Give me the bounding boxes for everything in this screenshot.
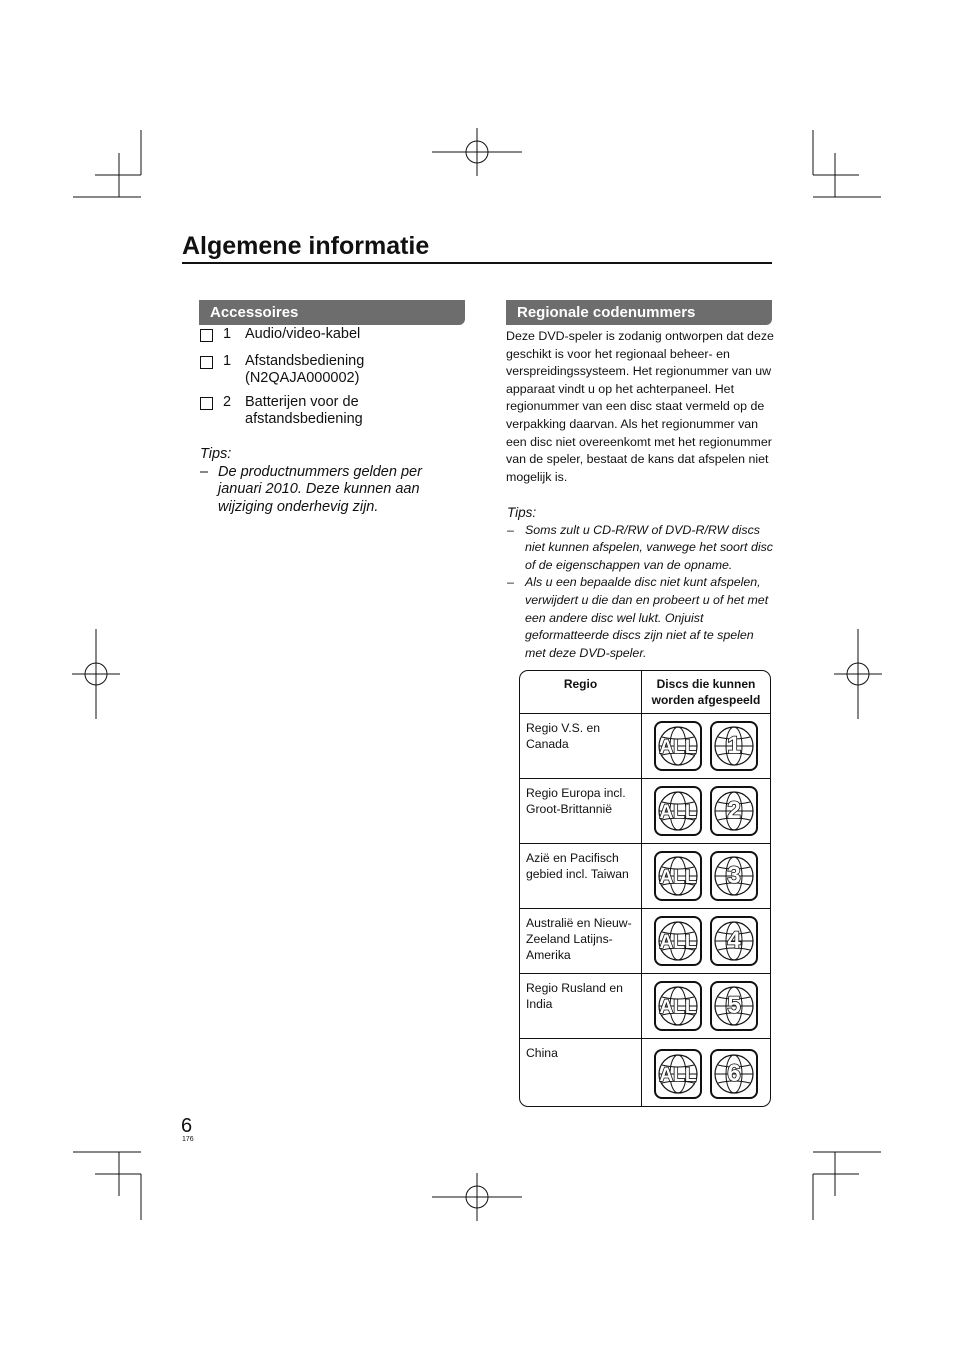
checkbox-icon [200, 356, 213, 369]
region-all-icon [654, 786, 702, 836]
region-1-icon [710, 721, 758, 771]
region-mark-label: 6 [727, 1060, 741, 1087]
page-number: 6 [181, 1115, 193, 1137]
region-name: Australië en Nieuw-Zeeland Latijns-Amerika [520, 909, 642, 973]
accessories-heading: Accessoires [199, 300, 465, 325]
playable-discs [642, 909, 770, 973]
table-row [520, 714, 770, 779]
regional-heading: Regionale codenummers [506, 300, 772, 325]
region-mark-label: 2 [727, 797, 741, 824]
checkbox-icon [200, 397, 213, 410]
tip-text: Als u een bepaalde disc niet kunt afspelen, verwijdert u die dan en probeert u of het met een andere disc wel lukt. Onjuist geformatteerde discs zijn niet af te spelen met deze DVD-speler. [525, 575, 769, 660]
region-name: China [520, 1039, 642, 1107]
checkbox-icon [200, 329, 213, 342]
region-mark-label: ALL [659, 997, 697, 1018]
region-name: Regio Rusland en India [520, 974, 642, 1038]
tip-text: Soms zult u CD-R/RW of DVD-R/RW discs niet kunnen afspelen, vanwege het soort disc of de eigenschappen van de opname. [525, 522, 773, 572]
column-header-discs: Discs die kunnen worden afgespeeld [651, 677, 761, 707]
playable-discs [642, 974, 770, 1038]
item-quantity: 1 [223, 326, 232, 342]
regional-body: Deze DVD-speler is zodanig ontworpen dat deze geschikt is voor het regionaal beheer- en verspreidingssysteem. Het regionummer van uw apparaat vindt u op het achterpaneel. Het regionummer van een disc staat vermeld op de verpakking daarvan. Als het regionummer van een disc niet overeenkomt met het regionummer van de speler, bestaat de kans dat afspelen niet mogelijk is. [506, 329, 774, 484]
region-mark-label: 1 [727, 732, 741, 759]
tips-label: Tips: [507, 505, 537, 520]
item-description: Batterijen voor de afstandsbediening [245, 394, 363, 427]
region-name: Regio Europa incl. Groot-Brittannië [520, 779, 642, 843]
tip-item: – De productnummers gelden per januari 2010. Deze kunnen aan wijziging onderhevig zijn. [200, 464, 432, 517]
region-all-icon [654, 1049, 702, 1099]
item-quantity: 2 [223, 394, 232, 410]
table-row [520, 909, 770, 974]
region-mark-label: 3 [727, 862, 741, 889]
column-header-region: Regio [520, 671, 642, 713]
table-header [520, 671, 770, 714]
region-all-icon [654, 851, 702, 901]
regional-tips [507, 504, 775, 662]
region-3-icon [710, 851, 758, 901]
region-mark-label: 5 [727, 992, 741, 1019]
list-item [200, 353, 465, 387]
region-4-icon [710, 916, 758, 966]
region-mark-label: ALL [659, 867, 697, 888]
table-row [520, 779, 770, 844]
accessories-tips [200, 446, 432, 516]
region-6-icon [710, 1049, 758, 1099]
region-mark-label: 4 [727, 927, 741, 954]
region-all-icon [654, 916, 702, 966]
item-description: Audio/video-kabel [245, 326, 361, 342]
list-item [200, 326, 465, 343]
region-name: Regio V.S. en Canada [520, 714, 642, 778]
playable-discs [642, 714, 770, 778]
region-all-icon [654, 721, 702, 771]
tips-label: Tips: [200, 446, 232, 462]
region-mark-label: ALL [659, 802, 697, 823]
list-item [200, 394, 465, 428]
region-2-icon [710, 786, 758, 836]
region-mark-label: ALL [659, 1065, 697, 1086]
region-mark-label: ALL [659, 737, 697, 758]
playable-discs [642, 779, 770, 843]
item-quantity: 1 [223, 353, 232, 369]
table-row [520, 844, 770, 909]
region-table [519, 670, 771, 1107]
item-description: Afstandsbediening (N2QAJA000002) [245, 353, 365, 386]
region-name: Azië en Pacifisch gebied incl. Taiwan [520, 844, 642, 908]
playable-discs [642, 844, 770, 908]
tip-item: – Soms zult u CD-R/RW of DVD-R/RW discs niet kunnen afspelen, vanwege het soort disc of de eigenschappen van de opname. [507, 522, 775, 575]
region-all-icon [654, 981, 702, 1031]
region-5-icon [710, 981, 758, 1031]
tip-text: De productnummers gelden per januari 2010. Deze kunnen aan wijziging onderhevig zijn. [218, 463, 422, 515]
page-subnumber: 176 [182, 1136, 194, 1143]
page-title: Algemene informatie [182, 230, 772, 264]
playable-discs [642, 1039, 770, 1107]
accessories-list [200, 326, 465, 435]
table-row [520, 974, 770, 1039]
table-row [520, 1039, 770, 1107]
region-mark-label: ALL [659, 932, 697, 953]
tip-item: – Als u een bepaalde disc niet kunt afspelen, verwijdert u die dan en probeert u of het met een andere disc wel lukt. Onjuist geformatteerde discs zijn niet af te spelen met deze DVD-speler. [507, 574, 775, 662]
